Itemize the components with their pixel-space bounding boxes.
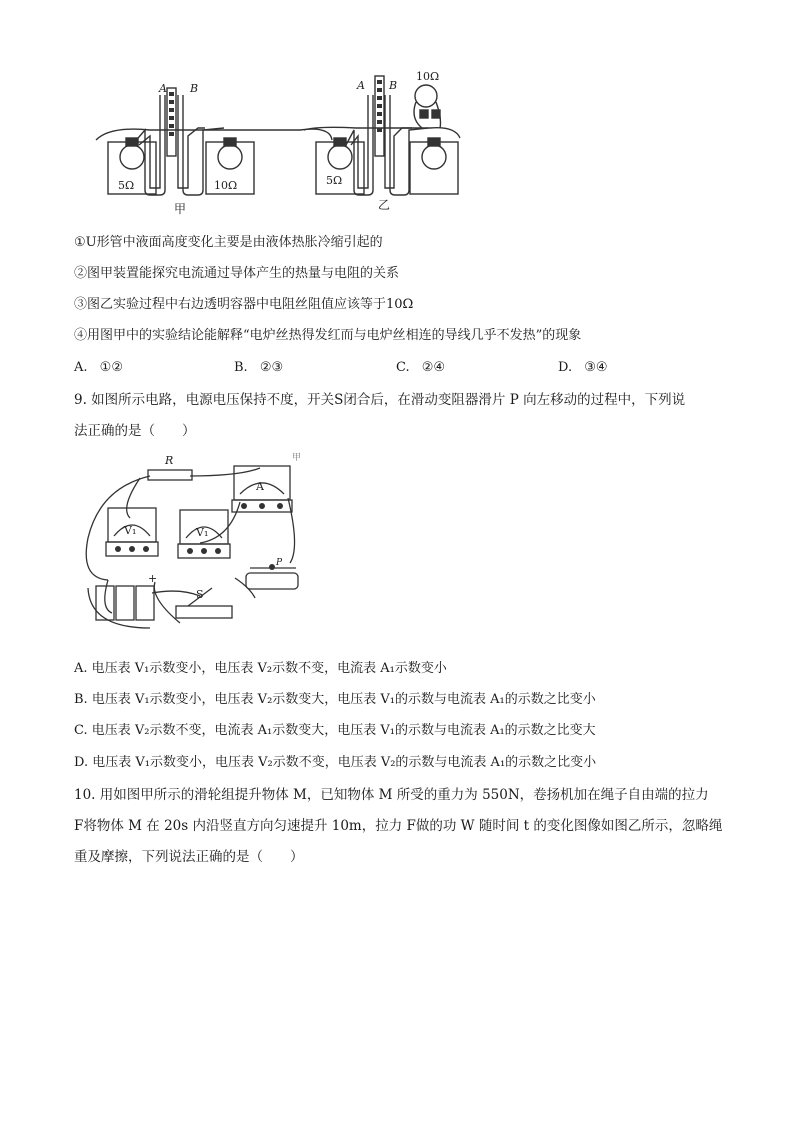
q9-option-a[interactable]: A. 电压表 V₁示数变小，电压表 V₂示数不变，电流表 A₁示数变小 <box>74 661 447 676</box>
statement-1: ①U形管中液面高度变化主要是由液体热胀冷缩引起的 <box>74 235 383 250</box>
q8-option-b-letter: B. <box>234 360 248 375</box>
jia-tube-a-label: A <box>159 82 167 95</box>
q8-option-d-text: ③④ <box>584 360 608 375</box>
q9-a-label: A <box>256 480 264 493</box>
statement-4: ④用图甲中的实验结论能解释“电炉丝热得发红而与电炉丝相连的导线几乎不发热”的现象 <box>74 328 582 343</box>
q9-figure-note: 甲 <box>292 453 302 463</box>
q8-option-a[interactable] <box>74 359 123 377</box>
q10-stem-line3: 重及摩擦，下列说法正确的是（ ） <box>74 849 304 865</box>
q9-stem-line2: 法正确的是（ ） <box>74 423 196 439</box>
q8-option-d-letter: D. <box>558 360 573 375</box>
q9-v2-label: V₁ <box>196 526 209 539</box>
q8-option-d[interactable] <box>558 359 608 377</box>
q9-v1-label: V₁ <box>124 524 137 537</box>
q8-option-b-text: ②③ <box>259 360 284 375</box>
q10-stem-line1: 10. 用如图甲所示的滑轮组提升物体 M，已知物体 M 所受的重力为 550N，卷扬机加在绳子自由端的拉力 <box>74 787 709 803</box>
q9-option-d[interactable]: D. 电压表 V₁示数变小，电压表 V₂示数不变，电压表 V₂的示数与电流表 A₁的示数之比变小 <box>74 755 597 770</box>
yi-left-resistor-label: 5Ω <box>326 174 343 187</box>
jia-left-resistor-label: 5Ω <box>118 179 135 192</box>
yi-tube-a-label: A <box>357 79 365 92</box>
q8-option-c-letter: C. <box>396 360 410 375</box>
q9-s-label: S <box>196 588 204 601</box>
q9-p-label: P <box>276 558 283 568</box>
q9-option-c[interactable]: C. 电压表 V₂示数不变，电流表 A₁示数变大，电压表 V₁的示数与电流表 A₁的示数之比变大 <box>74 723 596 738</box>
joule-heating-figure <box>0 0 794 225</box>
q9-plus-label: + <box>148 572 158 585</box>
statement-3: ③图乙实验过程中右边透明容器中电阻丝阻值应该等于10Ω <box>74 297 414 312</box>
statement-2: ②图甲装置能探究电流通过导体产生的热量与电阻的关系 <box>74 266 400 281</box>
q8-option-a-text: ①② <box>99 360 123 375</box>
jia-caption: 甲 <box>174 202 187 216</box>
q8-option-c[interactable] <box>396 359 445 377</box>
yi-tube-b-label: B <box>389 79 398 92</box>
q9-stem-line1: 9. 如图所示电路，电源电压保持不度，开关S闭合后，在滑动变阻器滑片 P 向左移动的过程中，下列说 <box>74 392 686 408</box>
q8-option-b[interactable] <box>234 359 283 377</box>
jia-right-resistor-label: 10Ω <box>214 179 238 192</box>
q8-option-a-letter: A. <box>74 360 88 375</box>
q10-stem-line2: F将物体 M 在 20s 内沿竖直方向匀速提升 10m，拉力 F做的功 W 随时间 t 的变化图像如图乙所示，忽略绳 <box>74 818 723 834</box>
q9-circuit-figure <box>0 448 794 638</box>
jia-tube-b-label: B <box>190 82 199 95</box>
yi-caption: 乙 <box>378 198 391 212</box>
q9-r-label: R <box>165 454 174 467</box>
q8-option-c-text: ②④ <box>421 360 446 375</box>
q9-option-b[interactable]: B. 电压表 V₁示数变小，电压表 V₂示数变大，电压表 V₁的示数与电流表 A₁的示数之比变小 <box>74 692 596 707</box>
yi-parallel-resistor-label: 10Ω <box>416 70 440 83</box>
